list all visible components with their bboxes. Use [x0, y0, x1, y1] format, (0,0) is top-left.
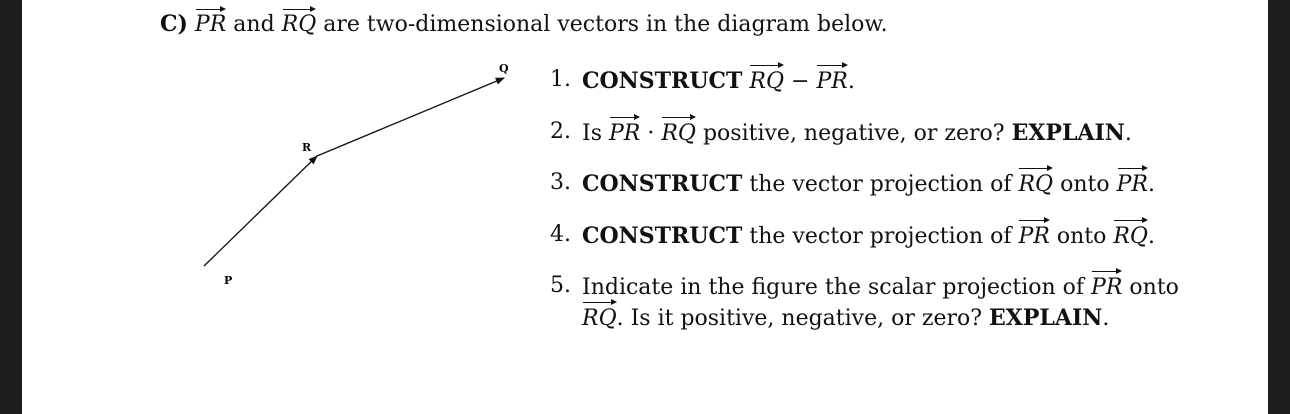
vector-pr: PR [1117, 169, 1148, 200]
task-text: . Is it positive, negative, or zero? [616, 305, 983, 331]
point-r-label: R [302, 141, 312, 154]
vector-diagram [182, 50, 542, 300]
task-period: . [847, 69, 855, 94]
vector-arrow-icon [661, 114, 696, 122]
vector-rq: RQ [661, 118, 696, 149]
vector-arrow-icon [749, 62, 784, 70]
vector-arrow-icon [1117, 165, 1148, 173]
task-operator: · [647, 120, 655, 146]
task-text: Is [582, 120, 602, 146]
vector-arrow-icon [609, 114, 640, 122]
task-number: 5. [550, 273, 571, 299]
task-text: the vector projection of [749, 223, 1012, 249]
task-item-1 [550, 66, 1210, 97]
task-number: 3. [550, 170, 571, 196]
heading-text: are two-dimensional vectors in the diagram below. [323, 12, 888, 37]
task-command: EXPLAIN [1011, 119, 1125, 146]
task-command: EXPLAIN [989, 304, 1103, 331]
task-text: the vector projection of [749, 172, 1012, 198]
vector-rq: RQ [282, 10, 317, 37]
question-label: C) [160, 11, 188, 37]
vector-pr: PR [816, 66, 847, 97]
task-text: onto [1060, 172, 1110, 198]
task-text: onto [1056, 223, 1107, 249]
vector-arrow-icon [195, 6, 226, 14]
task-command: CONSTRUCT [582, 68, 743, 94]
task-item-5 [550, 272, 1210, 333]
task-period: . [1147, 223, 1155, 249]
heading-conjunction: and [233, 12, 275, 37]
vector-rq: RQ [582, 303, 617, 334]
vector-arrow-icon [1018, 165, 1053, 173]
task-period: . [1147, 172, 1155, 198]
vector-arrow-icon [1018, 217, 1049, 225]
document-page [22, 0, 1268, 414]
vector-pr: PR [609, 118, 640, 149]
vector-rq-line [317, 78, 504, 156]
vector-arrow-icon [1113, 217, 1148, 225]
vector-rq: RQ [1018, 169, 1053, 200]
vector-arrow-icon [282, 6, 317, 14]
vector-pr: PR [1018, 221, 1049, 252]
task-operator: − [791, 69, 810, 94]
task-text: positive, negative, or zero? [702, 120, 1005, 146]
task-number: 4. [550, 221, 571, 247]
task-item-2 [550, 118, 1210, 149]
vector-pr-line [204, 156, 317, 266]
task-period: . [1124, 120, 1132, 146]
question-heading [160, 10, 888, 37]
task-list [550, 66, 1210, 355]
vector-arrow-icon [816, 62, 847, 70]
vector-arrow-icon [582, 299, 617, 307]
vector-rq: RQ [749, 66, 784, 97]
task-number: 1. [550, 67, 571, 92]
vector-rq: RQ [1113, 221, 1148, 252]
task-item-4 [550, 221, 1210, 252]
task-item-3 [550, 169, 1210, 200]
task-number: 2. [550, 118, 571, 144]
task-command: CONSTRUCT [582, 222, 743, 249]
task-text: onto [1129, 275, 1179, 301]
task-command: CONSTRUCT [582, 171, 743, 198]
task-period: . [1102, 305, 1110, 331]
point-p-label: P [224, 274, 233, 287]
vector-pr: PR [195, 10, 226, 37]
vector-pr: PR [1091, 272, 1122, 303]
point-q-label: Q [499, 62, 509, 75]
vector-arrow-icon [1091, 268, 1122, 276]
task-text: Indicate in the figure the scalar projection of [582, 275, 1085, 301]
